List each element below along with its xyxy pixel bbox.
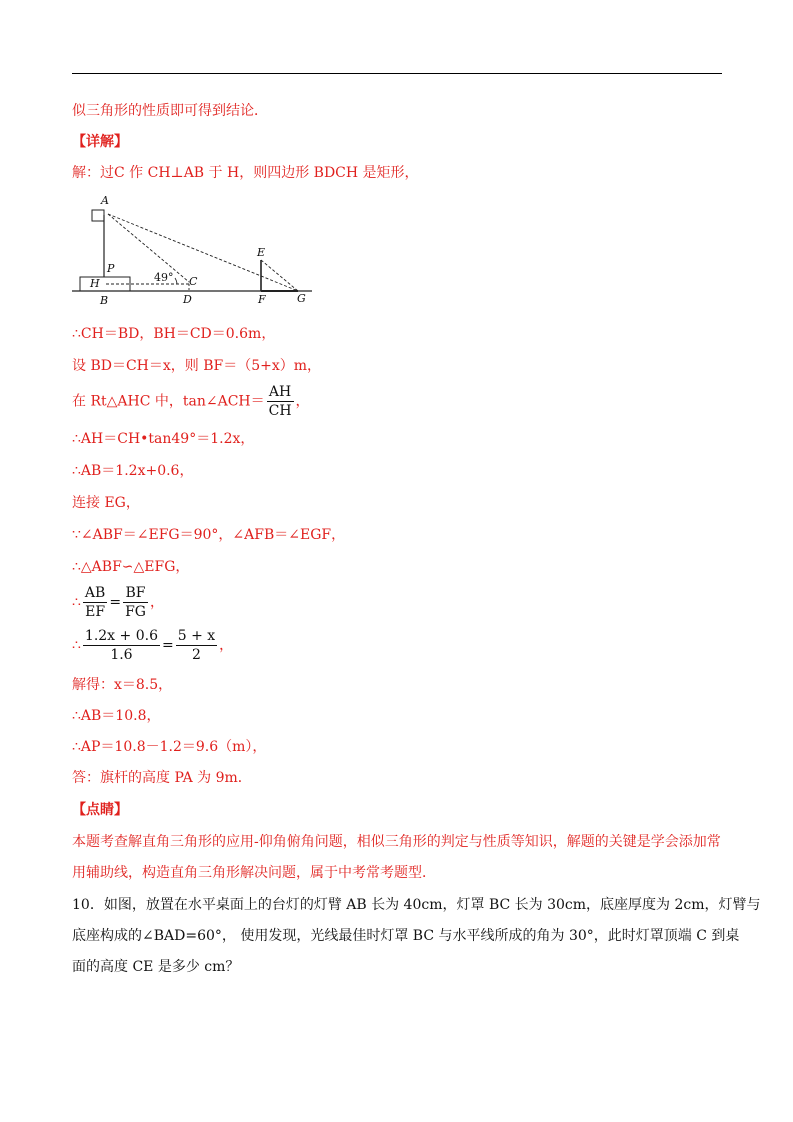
- question-10-line-1: 10．如图，放置在水平桌面上的台灯的灯臂 AB 长为 40cm，灯罩 BC 长为 30cm，底座厚度为 2cm，灯臂与: [72, 897, 761, 913]
- label-C: C: [189, 275, 198, 288]
- text-line: 本题考查解直角三角形的应用-仰角俯角问题，相似三角形的判定与性质等知识，解题的关键是学会添加常: [72, 834, 721, 850]
- formula-line-ratio: ∴ $\frac{AB}{EF}$ = $\frac{BF}{FG}$ ，: [72, 585, 164, 620]
- formula-line-equation: ∴ $\frac{1.2x + 0.6}{1.6}$ = $\frac{5 + x}{2}$ ，: [72, 628, 234, 663]
- sight-line-AG: [108, 214, 298, 291]
- section-heading-comment: 【点睛】: [72, 802, 128, 818]
- label-E: E: [257, 246, 266, 259]
- text-line: ∴AH＝CH•tan49°＝1.2x，: [72, 431, 255, 447]
- fraction-right: $\frac{5 + x}{2}$: [177, 628, 216, 663]
- text-line: 连接 EG，: [72, 495, 140, 511]
- label-B: B: [100, 294, 109, 307]
- text-line: 似三角形的性质即可得到结论．: [72, 103, 268, 119]
- label-D: D: [183, 293, 192, 306]
- label-angle: 49°: [154, 271, 174, 284]
- text-line: ∴AB＝1.2x+0.6，: [72, 463, 194, 479]
- fraction-AH-CH: $\frac{AH}{CH}$: [268, 384, 292, 419]
- text-line: ∴△ABF∽△EFG，: [72, 559, 190, 575]
- geometry-figure: [72, 192, 317, 307]
- text-line: ∴CH＝BD，BH＝CD＝0.6m，: [72, 326, 276, 342]
- label-F: F: [258, 293, 266, 306]
- sight-line-AC: [108, 214, 189, 282]
- label-G: G: [297, 292, 306, 305]
- flag-box: [92, 210, 104, 221]
- angle-arc: [175, 278, 177, 284]
- fraction-left: $\frac{1.2x + 0.6}{1.6}$: [84, 628, 158, 663]
- fraction-BF-FG: $\frac{BF}{FG}$: [125, 585, 146, 620]
- text-line: ∵∠ABF＝∠EFG＝90°，∠AFB＝∠EGF，: [72, 527, 346, 543]
- fraction-AB-EF: $\frac{AB}{EF}$: [84, 585, 106, 620]
- question-10-line-2: 底座构成的∠BAD=60°， 使用发现，光线最佳时灯罩 BC 与水平线所成的角为 30°，此时灯罩顶端 C 到桌: [72, 928, 740, 944]
- label-A: A: [101, 194, 109, 207]
- text-line: ∴AP＝10.8－1.2＝9.6（m），: [72, 739, 267, 755]
- answer-line: 答：旗杆的高度 PA 为 9m．: [72, 770, 252, 786]
- question-10-line-3: 面的高度 CE 是多少 cm？: [72, 959, 240, 975]
- text-line: 用辅助线，构造直角三角形解决问题，属于中考常考题型．: [72, 865, 436, 881]
- text-line: ∴AB＝10.8，: [72, 708, 161, 724]
- label-P: P: [107, 262, 115, 275]
- header-rule: [72, 73, 722, 74]
- section-heading-detail: 【详解】: [72, 134, 128, 150]
- text-line: 解：过C 作 CH⊥AB 于 H，则四边形 BDCH 是矩形，: [72, 165, 419, 181]
- line-EG: [261, 260, 298, 291]
- label-H: H: [90, 277, 100, 290]
- text-line: 设 BD＝CH＝x，则 BF＝（5+x）m，: [72, 358, 322, 374]
- text-line: 解得：x＝8.5，: [72, 677, 173, 693]
- formula-line-tan: 在 Rt△AHC 中，tan∠ACH＝ $\frac{AH}{CH}$ ，: [72, 384, 310, 419]
